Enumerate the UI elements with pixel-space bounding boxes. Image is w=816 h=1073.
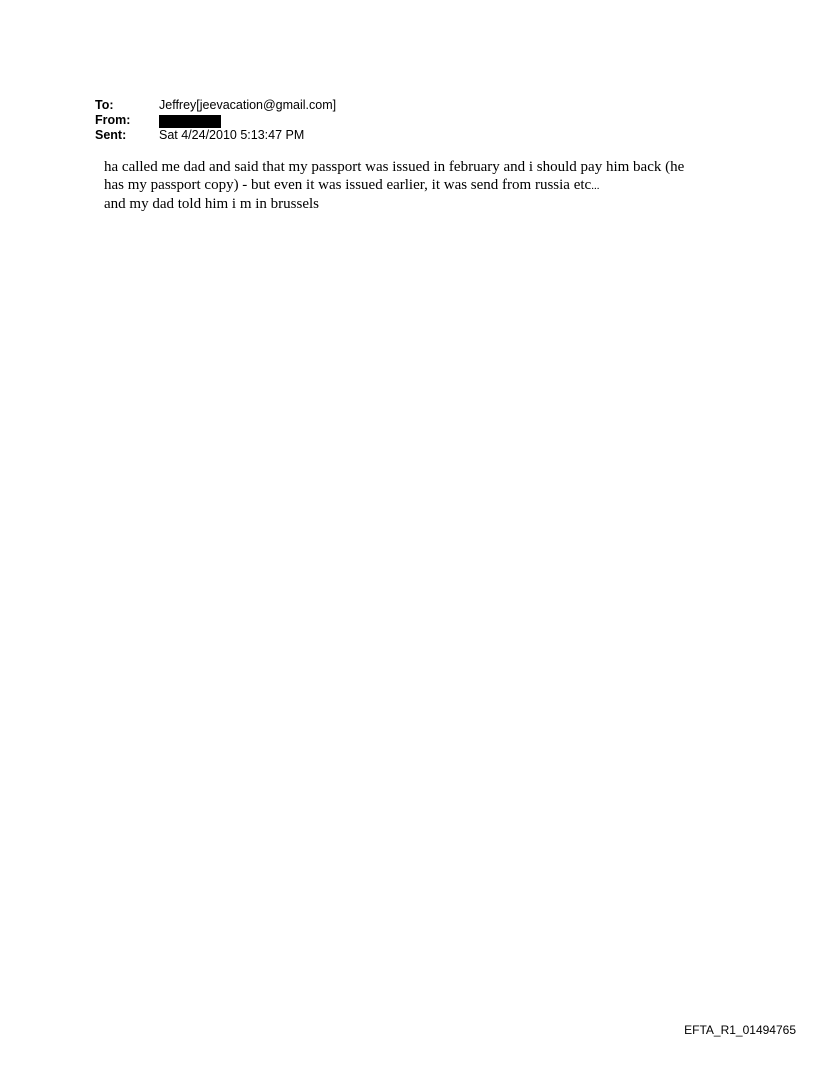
from-row (95, 113, 336, 128)
body-line-text: has my passport copy) - but even it was issued earlier, it was send from russia etc (104, 177, 592, 193)
body-line-ellipsis: ... (591, 180, 600, 192)
to-value: Jeffrey[jeevacation@gmail.com] (159, 98, 337, 112)
sent-row (95, 128, 336, 143)
redaction-box (159, 115, 221, 128)
to-label: To: (95, 98, 114, 112)
from-label: From: (95, 113, 131, 127)
to-row (95, 98, 336, 113)
body-line: ha called me dad and said that my passport was issued in february and i should pay him back (he (104, 159, 685, 175)
sent-value: Sat 4/24/2010 5:13:47 PM (159, 128, 305, 142)
document-id: EFTA_R1_01494765 (684, 1023, 796, 1037)
body-line: and my dad told him i m in brussels (104, 196, 319, 212)
email-header (95, 98, 336, 143)
email-body (104, 158, 744, 213)
body-line (104, 176, 744, 195)
sent-label: Sent: (95, 128, 127, 142)
